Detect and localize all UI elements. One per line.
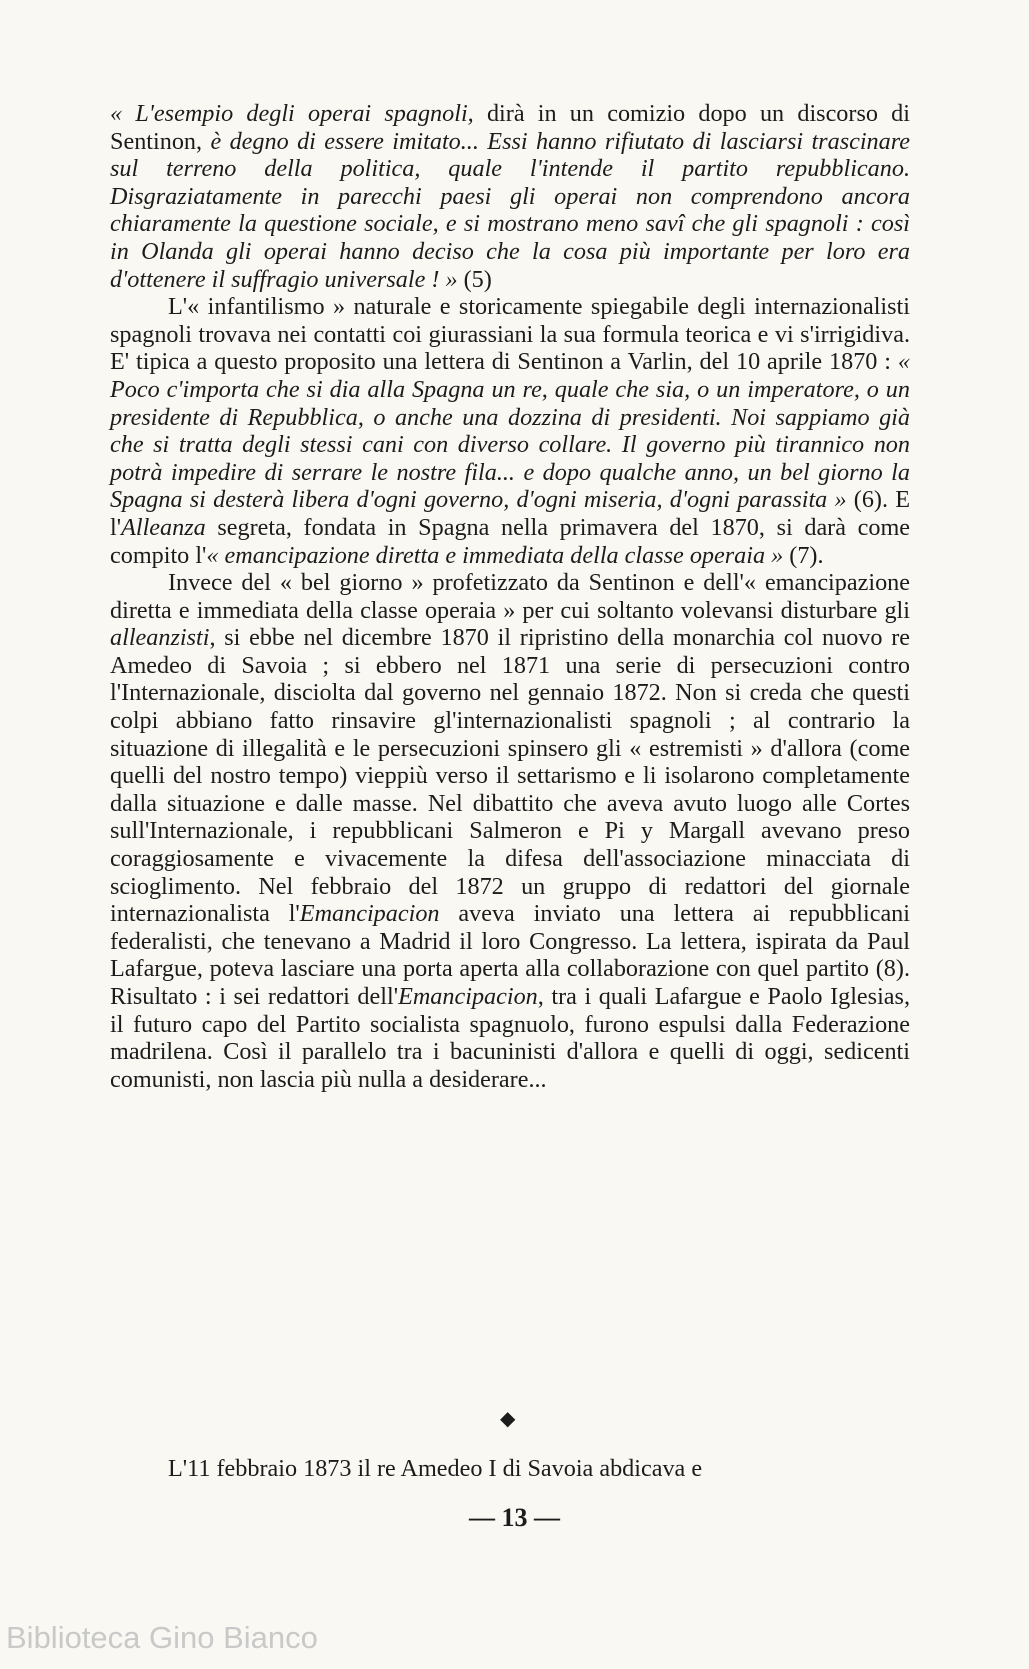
infantilismo-text-2: (6). E l' bbox=[110, 486, 910, 541]
invece-text-1: Invece del « bel giorno » profetizzato da Sentinon e dell'« emancipazione diretta e immediata della classe operaia » per cui soltanto volevansi disturbare gli bbox=[110, 569, 910, 624]
alleanzisti-term: alleanzisti bbox=[110, 624, 210, 652]
sentinon-quote: « Poco c'importa che si dia alla Spagna un re, quale che sia, o un imperatore, o un presidente di Repubblica, o anche una dozzina di presidenti. Noi sappiamo già che si tratta degli stessi cani con diverso collare. Il governo più tirannico non potrà impedire di serrare le nostre fila... e dopo qualche anno, un bel giorno la Spagna si desterà libera d'ogni governo, d'ogni miseria, d'ogni parassita » bbox=[110, 348, 910, 514]
body-text bbox=[110, 100, 910, 1093]
infantilismo-text-1: L'« infantilismo » naturale e storicamente spiegabile degli internazionalisti spagnoli trovava nei contatti coi giurassiani la sua formula teorica e vi s'irrigidiva. E' tipica a questo proposito una lettera di Sentinon a Varlin, del 10 aprile 1870 : bbox=[110, 293, 910, 376]
emancipacion-title-2: Emancipacion bbox=[398, 983, 538, 1010]
footnote-ref-7: (7). bbox=[783, 541, 824, 569]
emancipacion-title-1: Emancipacion bbox=[299, 900, 440, 928]
quote-paragraph bbox=[110, 100, 910, 293]
invece-text-4: , tra i quali Lafargue e Paolo Iglesias, il futuro capo del Partito socialista spagnuolo, furono espulsi dalla Federazione madrilena. Così il parallelo tra i bacuninisti d'allora e quelli di oggi, sedicenti comunisti, non lascia più nulla a desiderare... bbox=[110, 983, 910, 1093]
alleanza-term: Alleanza bbox=[121, 513, 206, 541]
emancipazione-quote: « emancipazione diretta e immediata della classe operaia » bbox=[206, 541, 784, 569]
infantilismo-text-3: segreta, fondata in Spagna nella primavera del 1870, si darà come compito l' bbox=[110, 513, 910, 569]
paragraph-invece bbox=[110, 569, 910, 1093]
invece-text-2: , si ebbe nel dicembre 1870 il ripristino della monarchia col nuovo re Amedeo di Savoia ; si ebbero nel 1871 una serie di persecuzioni contro l'Internazionale, disciolta dal governo nel gennaio 1872. Non si creda che questi colpi abbiano fatto rinsavire gl'internazionalisti spagnoli ; al contrario la situazione di illegalità e le persecuzioni spinsero gli « estremisti » d'allora (come quelli del nostro tempo) vieppiù verso il settarismo e li isolarono completamente dalla situazione e dalle masse. Nel dibattito che aveva avuto luogo alle Cortes sull'Internazionale, i repubblicani Salmeron e Pi y Margall avevano preso coraggiosamente e vivacemente la difesa dell'associazione minacciata di scioglimento. Nel febbraio del 1872 un gruppo di redattori del giornale internazionalista l' bbox=[110, 624, 910, 928]
page-number: — 13 — bbox=[469, 1503, 560, 1532]
quote-normal-1: dirà in un comizio dopo un discorso di Sentinon, bbox=[110, 100, 910, 155]
section-separator-icon: ◆ bbox=[500, 1406, 516, 1430]
quote-italic-1: « L'esempio degli operai spagnoli, bbox=[110, 100, 474, 127]
invece-text-3: aveva inviato una lettera ai repubblicani federalisti, che tenevano a Madrid il loro Congresso. La lettera, ispirata da Paul Lafargue, poteva lasciare una porta aperta alla collaborazione con quel partito (8). Risultato : i sei redattori dell' bbox=[110, 900, 911, 1010]
paragraph-infantilismo bbox=[110, 293, 910, 569]
library-watermark: Biblioteca Gino Bianco bbox=[6, 1620, 318, 1655]
paragraph-last-line: L'11 febbraio 1873 il re Amedeo I di Savoia abdicava e bbox=[168, 1455, 703, 1483]
quote-italic-2: è degno di essere imitato... Essi hanno rifiutato di lasciarsi trascinare sul terreno della politica, quale l'intende il partito repubblicano. Disgraziatamente in parecchi paesi gli operai non comprendono ancora chiaramente la questione sociale, e si mostrano meno savî che gli spagnoli : così in Olanda gli operai hanno deciso che la cosa più importante per loro era d'ottenere il suffragio universale ! » bbox=[110, 127, 910, 293]
footnote-ref-5: (5) bbox=[457, 265, 492, 293]
